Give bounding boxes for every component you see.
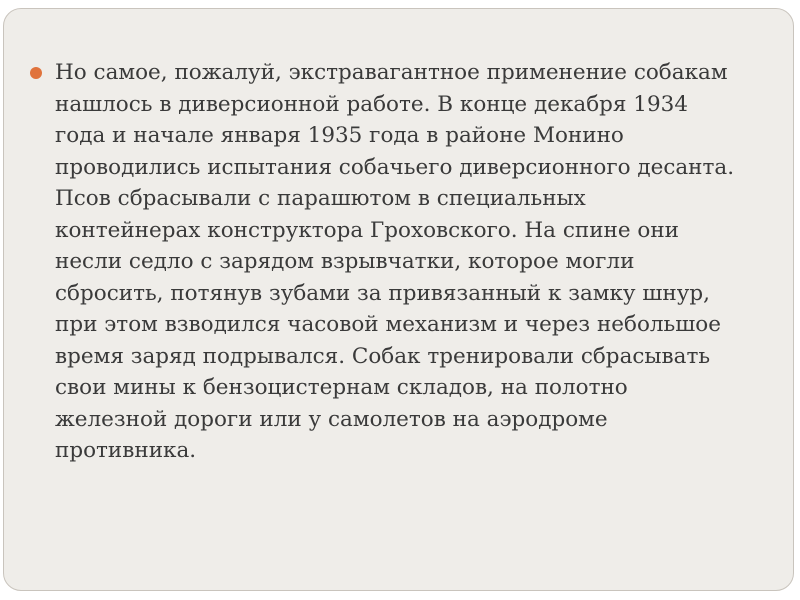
slide-frame [3,8,794,591]
slide-content [30,57,790,467]
bullet-icon [30,67,42,79]
bullet-item [30,57,790,467]
slide-paragraph: Но самое, пожалуй, экстравагантное применение собакам нашлось в диверсионной работе. В конце декабря 1934 года и начале января 1935 года в районе Монино проводились испытания собачьего диверсионного десанта. Псов сбрасывали с парашютом в специальных контейнерах конструктора Гроховского. На спине они несли седло с зарядом взрывчатки, которое могли сбросить, потянув зубами за привязанный к замку шнур, при этом взводился часовой механизм и через небольшое время заряд подрывался. Собак тренировали сбрасывать свои мины к бензоцистернам складов, на полотно железной дороги или у самолетов на аэродроме противника. [55,60,735,463]
